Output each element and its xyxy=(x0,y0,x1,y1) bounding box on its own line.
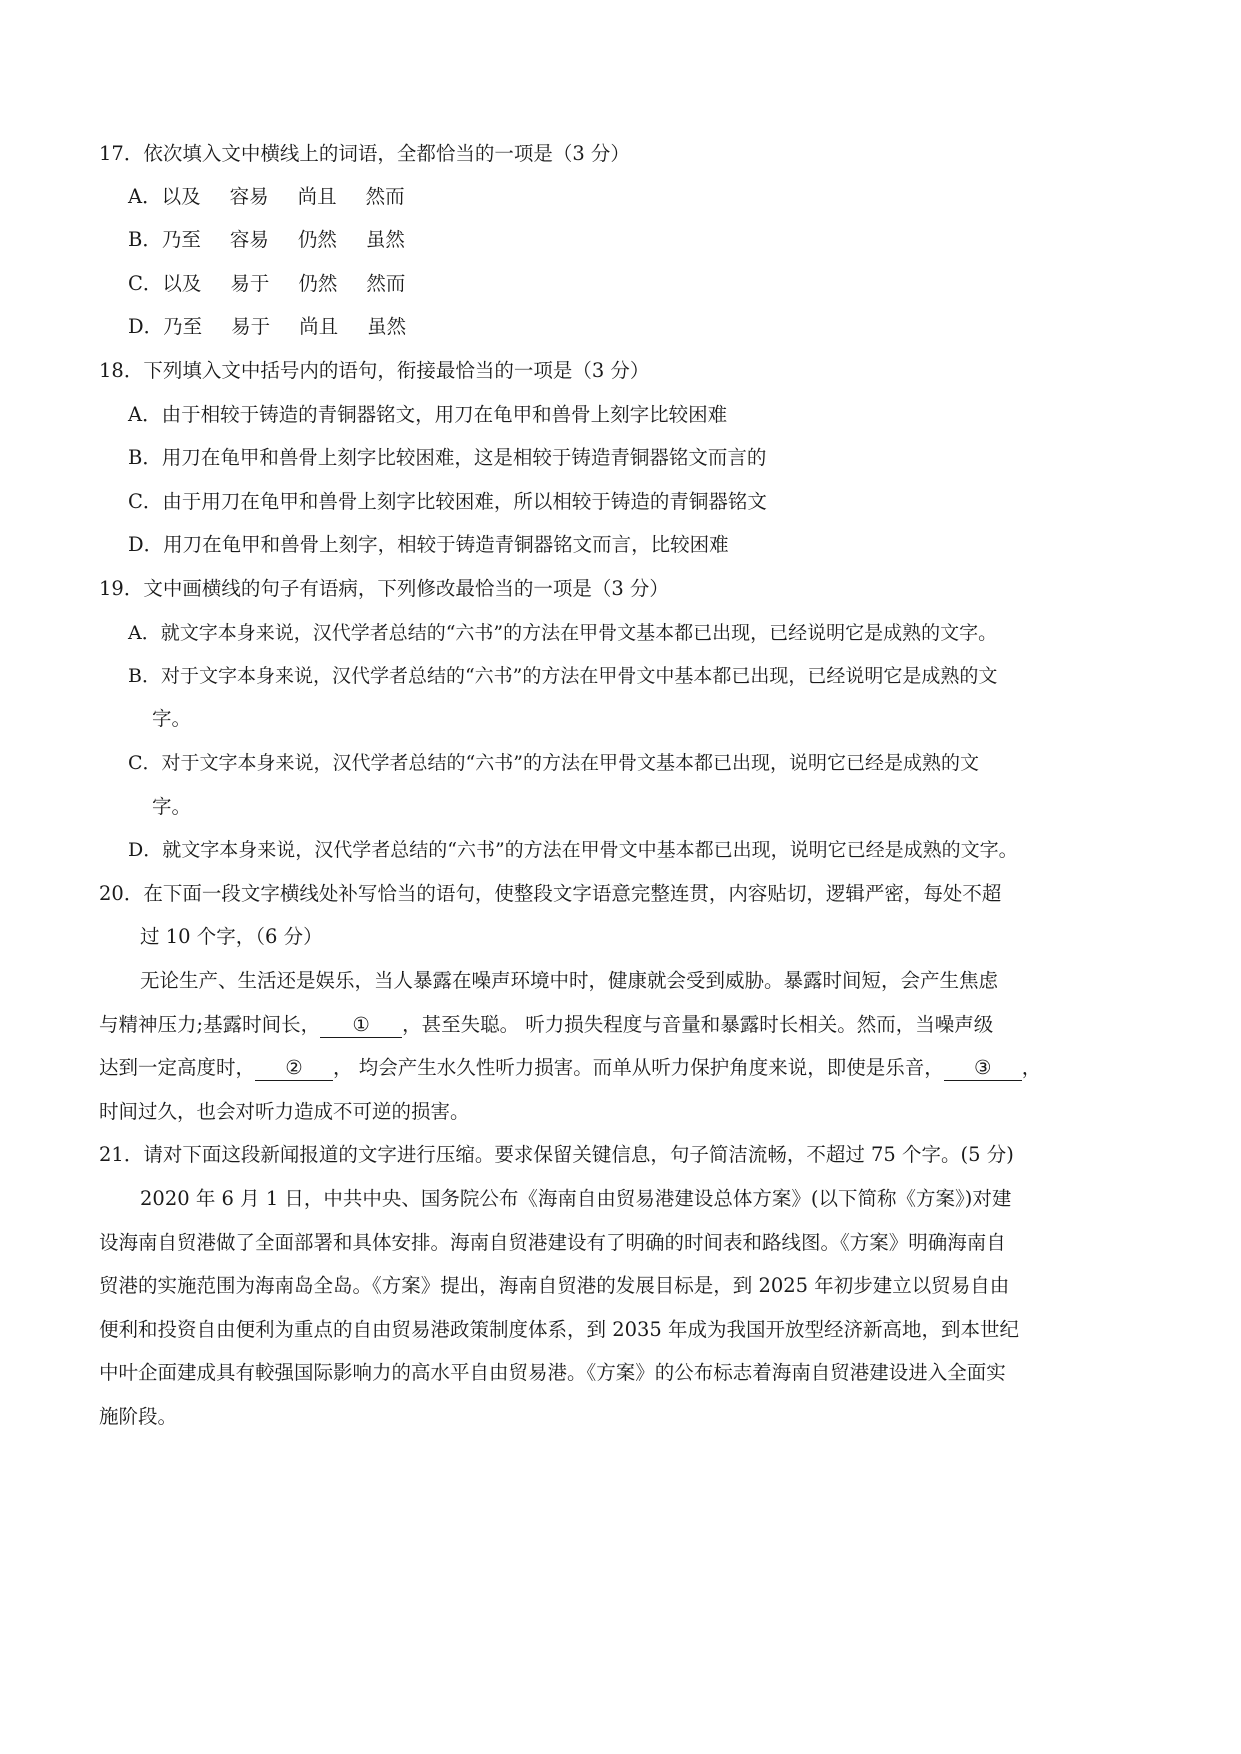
q19-stem: 19．文中画横线的句子有语病，下列修改最恰当的一项是（3 分） xyxy=(99,577,669,600)
q17-option-c xyxy=(128,270,405,298)
q19-option-d: D．就文字本身来说，汉代学者总结的“六书”的方法在甲骨文中基本都已出现，说明它已经是成熟的文字。 xyxy=(128,839,1018,861)
q19-option-c-line1: C．对于文字本身来说，汉代学者总结的“六书”的方法在甲骨文基本都已出现，说明它已经是成熟的文 xyxy=(128,752,979,774)
q17-stem: 17．依次填入文中横线上的词语，全都恰当的一项是（3 分） xyxy=(99,142,630,165)
q21-stem: 21．请对下面这段新闻报道的文字进行压缩。要求保留关键信息，句子简洁流畅，不超过 75 个字。(5 分) xyxy=(99,1143,1014,1166)
q18-stem: 18．下列填入文中括号内的语句，衔接最恰当的一项是（3 分） xyxy=(99,359,650,382)
q21-paragraph-line: 便利和投资自由便利为重点的自由贸易港政策制度体系，到 2035 年成为我国开放型经济新高地，到本世纪 xyxy=(99,1318,1020,1341)
text-segment: 达到一定高度时， xyxy=(99,1056,256,1079)
q18-option-a: A．由于相较于铸造的青铜器铭文，用刀在龟甲和兽骨上刻字比较困难 xyxy=(128,403,728,426)
q19-option-a: A．就文字本身来说，汉代学者总结的“六书”的方法在甲骨文基本都已出现，已经说明它是成熟的文字。 xyxy=(128,622,998,644)
q18-option-b: B．用刀在龟甲和兽骨上刻字比较困难，这是相较于铸造青铜器铭文而言的 xyxy=(128,446,767,469)
text-segment: ，甚至失聪。 听力损失程度与音量和暴露时长相关。然而，当噪声级 xyxy=(402,1013,994,1036)
option-word: 易于 xyxy=(231,315,271,338)
option-letter: A． xyxy=(128,185,162,208)
option-word: 以及 xyxy=(161,185,201,208)
q19-option-b-line2: 字。 xyxy=(152,707,192,730)
option-word: 仍然 xyxy=(298,272,338,295)
option-word: 乃至 xyxy=(161,228,201,251)
blank-3: ③ xyxy=(944,1056,1022,1081)
option-word: 容易 xyxy=(229,228,269,251)
option-letter: C． xyxy=(128,272,163,295)
text-segment: ， xyxy=(1021,1056,1042,1079)
q17-option-b xyxy=(128,226,405,254)
option-letter: D． xyxy=(128,315,164,338)
q17-option-a xyxy=(128,183,405,211)
q20-stem-line2: 过 10 个字，（6 分） xyxy=(140,925,323,948)
option-word: 易于 xyxy=(230,272,270,295)
option-word: 以及 xyxy=(162,272,202,295)
option-letter: B． xyxy=(128,228,162,251)
q19-option-c-line2: 字。 xyxy=(152,795,192,818)
option-word: 尚且 xyxy=(297,185,337,208)
blank-2: ② xyxy=(255,1056,333,1081)
q21-paragraph-line: 施阶段。 xyxy=(99,1405,178,1428)
q21-paragraph-line: 设海南自贸港做了全面部署和具体安排。海南自贸港建设有了明确的时间表和路线图。《方案》明确海南自 xyxy=(99,1231,1006,1254)
q20-paragraph-line2 xyxy=(99,1011,993,1039)
option-word: 容易 xyxy=(229,185,269,208)
q21-paragraph-line: 2020 年 6 月 1 日，中共中央、国务院公布《海南自由贸易港建设总体方案》(以下简称《方案》)对建 xyxy=(140,1187,1012,1210)
option-word: 然而 xyxy=(366,272,406,295)
q19-option-b-line1: B．对于文字本身来说，汉代学者总结的“六书”的方法在甲骨文中基本都已出现，已经说明它是成熟的文 xyxy=(128,665,998,687)
option-word: 尚且 xyxy=(299,315,339,338)
q20-paragraph-line1: 无论生产、生活还是娱乐，当人暴露在噪声环境中时，健康就会受到威胁。暴露时间短，会产生焦虑 xyxy=(140,969,999,992)
q18-option-c: C．由于用刀在龟甲和兽骨上刻字比较困难，所以相较于铸造的青铜器铭文 xyxy=(128,490,767,513)
option-word: 然而 xyxy=(365,185,405,208)
q20-paragraph-line4: 时间过久，也会对听力造成不可逆的损害。 xyxy=(99,1100,470,1123)
blank-1: ① xyxy=(320,1013,402,1038)
q20-paragraph-line3 xyxy=(99,1054,1041,1082)
option-word: 虽然 xyxy=(365,228,405,251)
q18-option-d: D．用刀在龟甲和兽骨上刻字，相较于铸造青铜器铭文而言，比较困难 xyxy=(128,533,729,556)
option-word: 乃至 xyxy=(163,315,203,338)
q20-stem-line1: 20．在下面一段文字横线处补写恰当的语句，使整段文字语意完整连贯，内容贴切，逻辑严密，每处不超 xyxy=(99,882,1002,905)
option-word: 仍然 xyxy=(297,228,337,251)
q21-paragraph-line: 中叶企面建成具有較强国际影响力的高水平自由贸易港。《方案》的公布标志着海南自贸港建设进入全面实 xyxy=(99,1361,1006,1384)
text-segment: 与精神压力;基露时间长， xyxy=(99,1013,321,1036)
text-segment: ， 均会产生水久性听力损害。而单从听力保护角度来说，即使是乐音， xyxy=(333,1056,944,1079)
q17-option-d xyxy=(128,313,406,341)
q21-paragraph-line: 贸港的实施范围为海南岛全岛。《方案》提出，海南自贸港的发展目标是，到 2025 年初步建立以贸易自由 xyxy=(99,1274,1010,1297)
option-word: 虽然 xyxy=(367,315,407,338)
